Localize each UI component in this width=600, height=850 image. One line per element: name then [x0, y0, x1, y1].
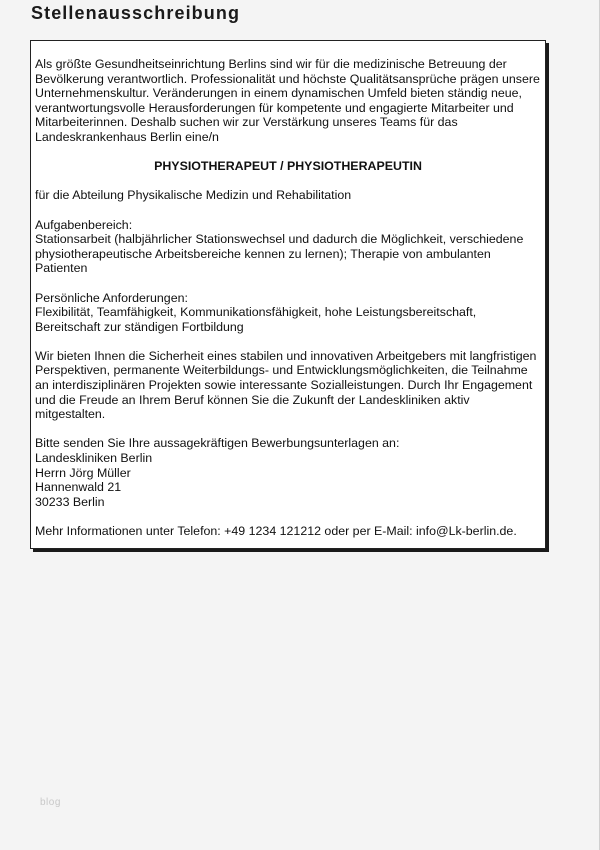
requirements-section [35, 291, 541, 335]
requirements-heading: Persönliche Anforderungen: [35, 290, 188, 305]
job-title: PHYSIOTHERAPEUT / PHYSIOTHERAPEUTIN [154, 159, 422, 174]
tasks-heading: Aufgabenbereich: [35, 217, 133, 232]
more-info-line: Mehr Informationen unter Telefon: +49 1234 121212 oder per E-Mail: info@Lk-berlin.de. [35, 524, 517, 538]
tasks-section [35, 218, 541, 276]
department-line: für die Abteilung Physikalische Medizin und Rehabilitation [35, 188, 352, 203]
requirements-text: Flexibilität, Teamfähigkeit, Kommunikationsfähigkeit, hohe Leistungsbereitschaft, Bereitschaft zur ständigen Fortbildung [35, 305, 477, 334]
offer-paragraph: Wir bieten Ihnen die Sicherheit eines stabilen und innovativen Arbeitgebers mit langfristigen Perspektiven, permanente Weiterbildungs- und Entwicklungsmöglichkeiten, die Teilnahme an interdisziplinären Projekten sowie interessante Sozialleistungen. Durch Ihr Engagement und die Freude an Ihrem Beruf können Sie die Zukunft der Landeskliniken aktiv mitgestalten. [35, 348, 537, 422]
application-intro: Bitte senden Sie Ihre aussagekräftigen Bewerbungsunterlagen an: [35, 436, 400, 451]
page-title: Stellenausschreibung [31, 3, 241, 23]
application-contact: Herrn Jörg Müller [35, 465, 131, 480]
watermark: blog [40, 797, 61, 808]
application-city: 30233 Berlin [35, 494, 105, 509]
job-ad-box [30, 40, 546, 549]
application-organization: Landeskliniken Berlin [35, 451, 153, 466]
tasks-text: Stationsarbeit (halbjährlicher Stationswechsel und dadurch die Möglichkeit, verschiedene physiotherapeutische Arbeitsbereiche kennen zu lernen); Therapie von ambulanten Patienten [35, 232, 524, 276]
application-street: Hannenwald 21 [35, 480, 122, 495]
application-section [35, 436, 541, 509]
intro-paragraph: Als größte Gesundheitseinrichtung Berlins sind wir für die medizinische Betreuung der Bevölkerung verantwortlich. Professionalität und höchste Qualitätsansprüche prägen unsere Unternehmenskultur. Veränderungen in einem dynamischen Umfeld bieten ständig neue, verantwortungsvolle Herausforderungen für kompetente und engagierte Mitarbeiter und Mitarbeiterinnen. Deshalb suchen wir zur Verstärkung unseres Teams für das Landeskrankenhaus Berlin eine/n [35, 57, 540, 144]
